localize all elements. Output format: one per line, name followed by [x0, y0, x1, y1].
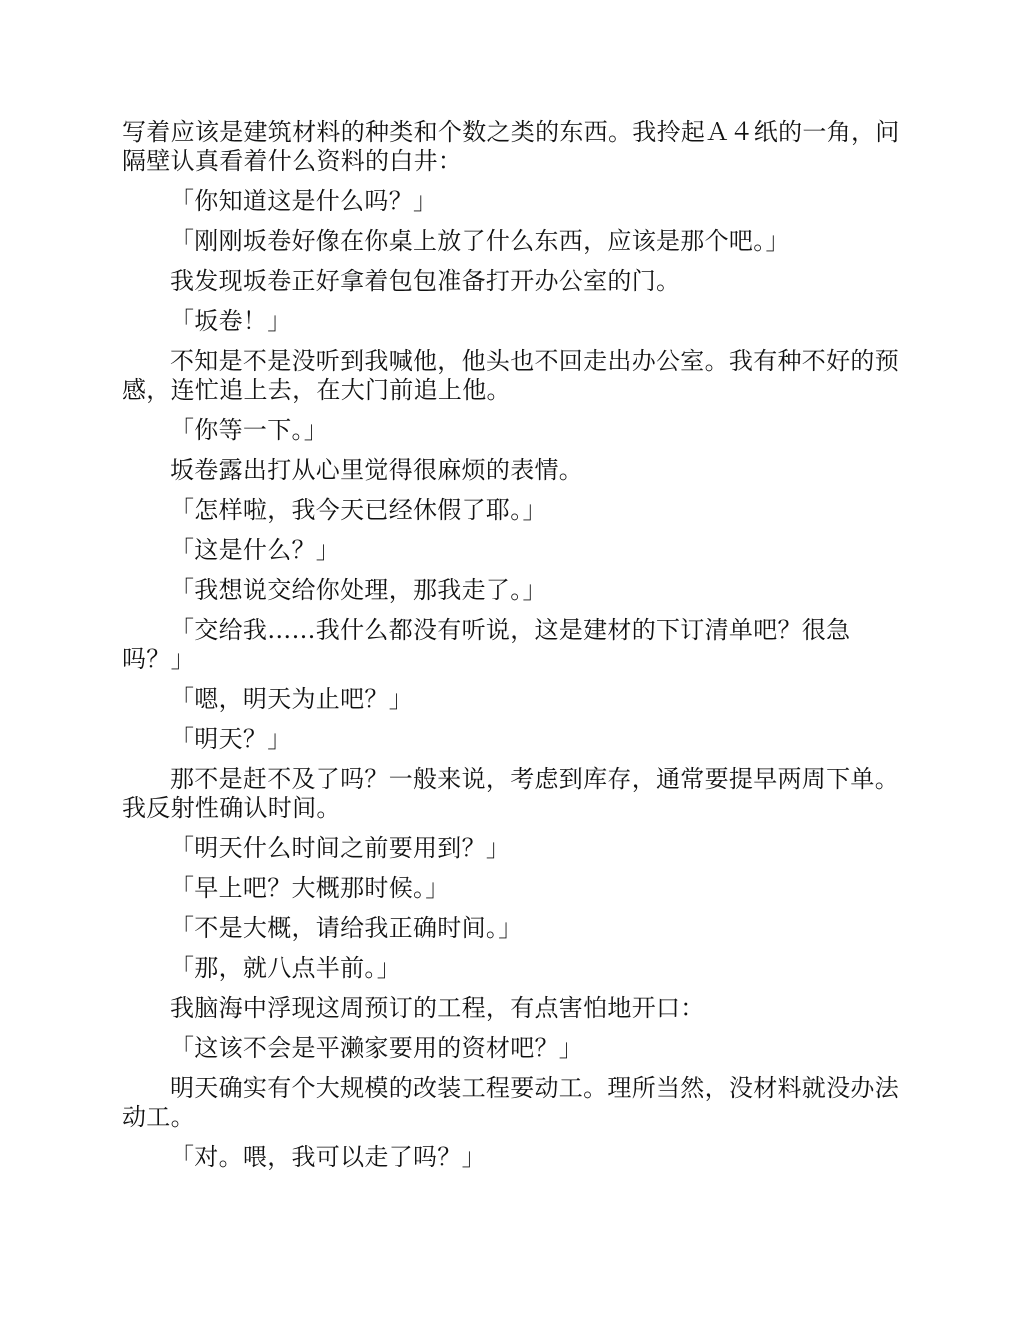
paragraph: 不知是不是没听到我喊他，他头也不回走出办公室。我有种不好的预感，连忙追上去，在大门前追上他。 [122, 347, 899, 404]
paragraph: 「你知道这是什么吗？」 [170, 187, 438, 215]
paragraph: 「明天？」 [170, 725, 292, 753]
paragraph: 我脑海中浮现这周预订的工程，有点害怕地开口： [170, 994, 705, 1022]
body-text [122, 118, 907, 1183]
paragraph: 「这是什么？」 [170, 536, 341, 564]
paragraph: 「对。喂，我可以走了吗？」 [170, 1143, 486, 1171]
paragraph: 「我想说交给你处理，那我走了。」 [170, 576, 547, 604]
paragraph: 那不是赶不及了吗？一般来说，考虑到库存，通常要提早两周下单。我反射性确认时间。 [122, 765, 899, 822]
paragraph: 「交给我……我什么都没有听说，这是建材的下订清单吧？很急吗？」 [122, 616, 851, 673]
paragraph: 我发现坂卷正好拿着包包准备打开办公室的门。 [170, 267, 681, 295]
paragraph: 「嗯，明天为止吧？」 [170, 685, 413, 713]
paragraph: 「这该不会是平濑家要用的资材吧？」 [170, 1034, 584, 1062]
paragraph: 「不是大概，请给我正确时间。」 [170, 914, 523, 942]
paragraph: 「早上吧？大概那时候。」 [170, 874, 450, 902]
paragraph: 「那，就八点半前。」 [170, 954, 401, 982]
paragraph: 「你等一下。」 [170, 416, 329, 444]
paragraph: 「坂卷！」 [170, 307, 292, 335]
paragraph: 「怎样啦，我今天已经休假了耶。」 [170, 496, 547, 524]
paragraph: 「明天什么时间之前要用到？」 [170, 834, 511, 862]
paragraph: 写着应该是建筑材料的种类和个数之类的东西。我拎起Ａ４纸的一角，问隔壁认真看着什么资料的白井： [122, 118, 900, 175]
paragraph: 「刚刚坂卷好像在你桌上放了什么东西，应该是那个吧。」 [170, 227, 790, 255]
paragraph: 明天确实有个大规模的改装工程要动工。理所当然，没材料就没办法动工。 [122, 1074, 899, 1131]
paragraph: 坂卷露出打从心里觉得很麻烦的表情。 [170, 456, 584, 484]
